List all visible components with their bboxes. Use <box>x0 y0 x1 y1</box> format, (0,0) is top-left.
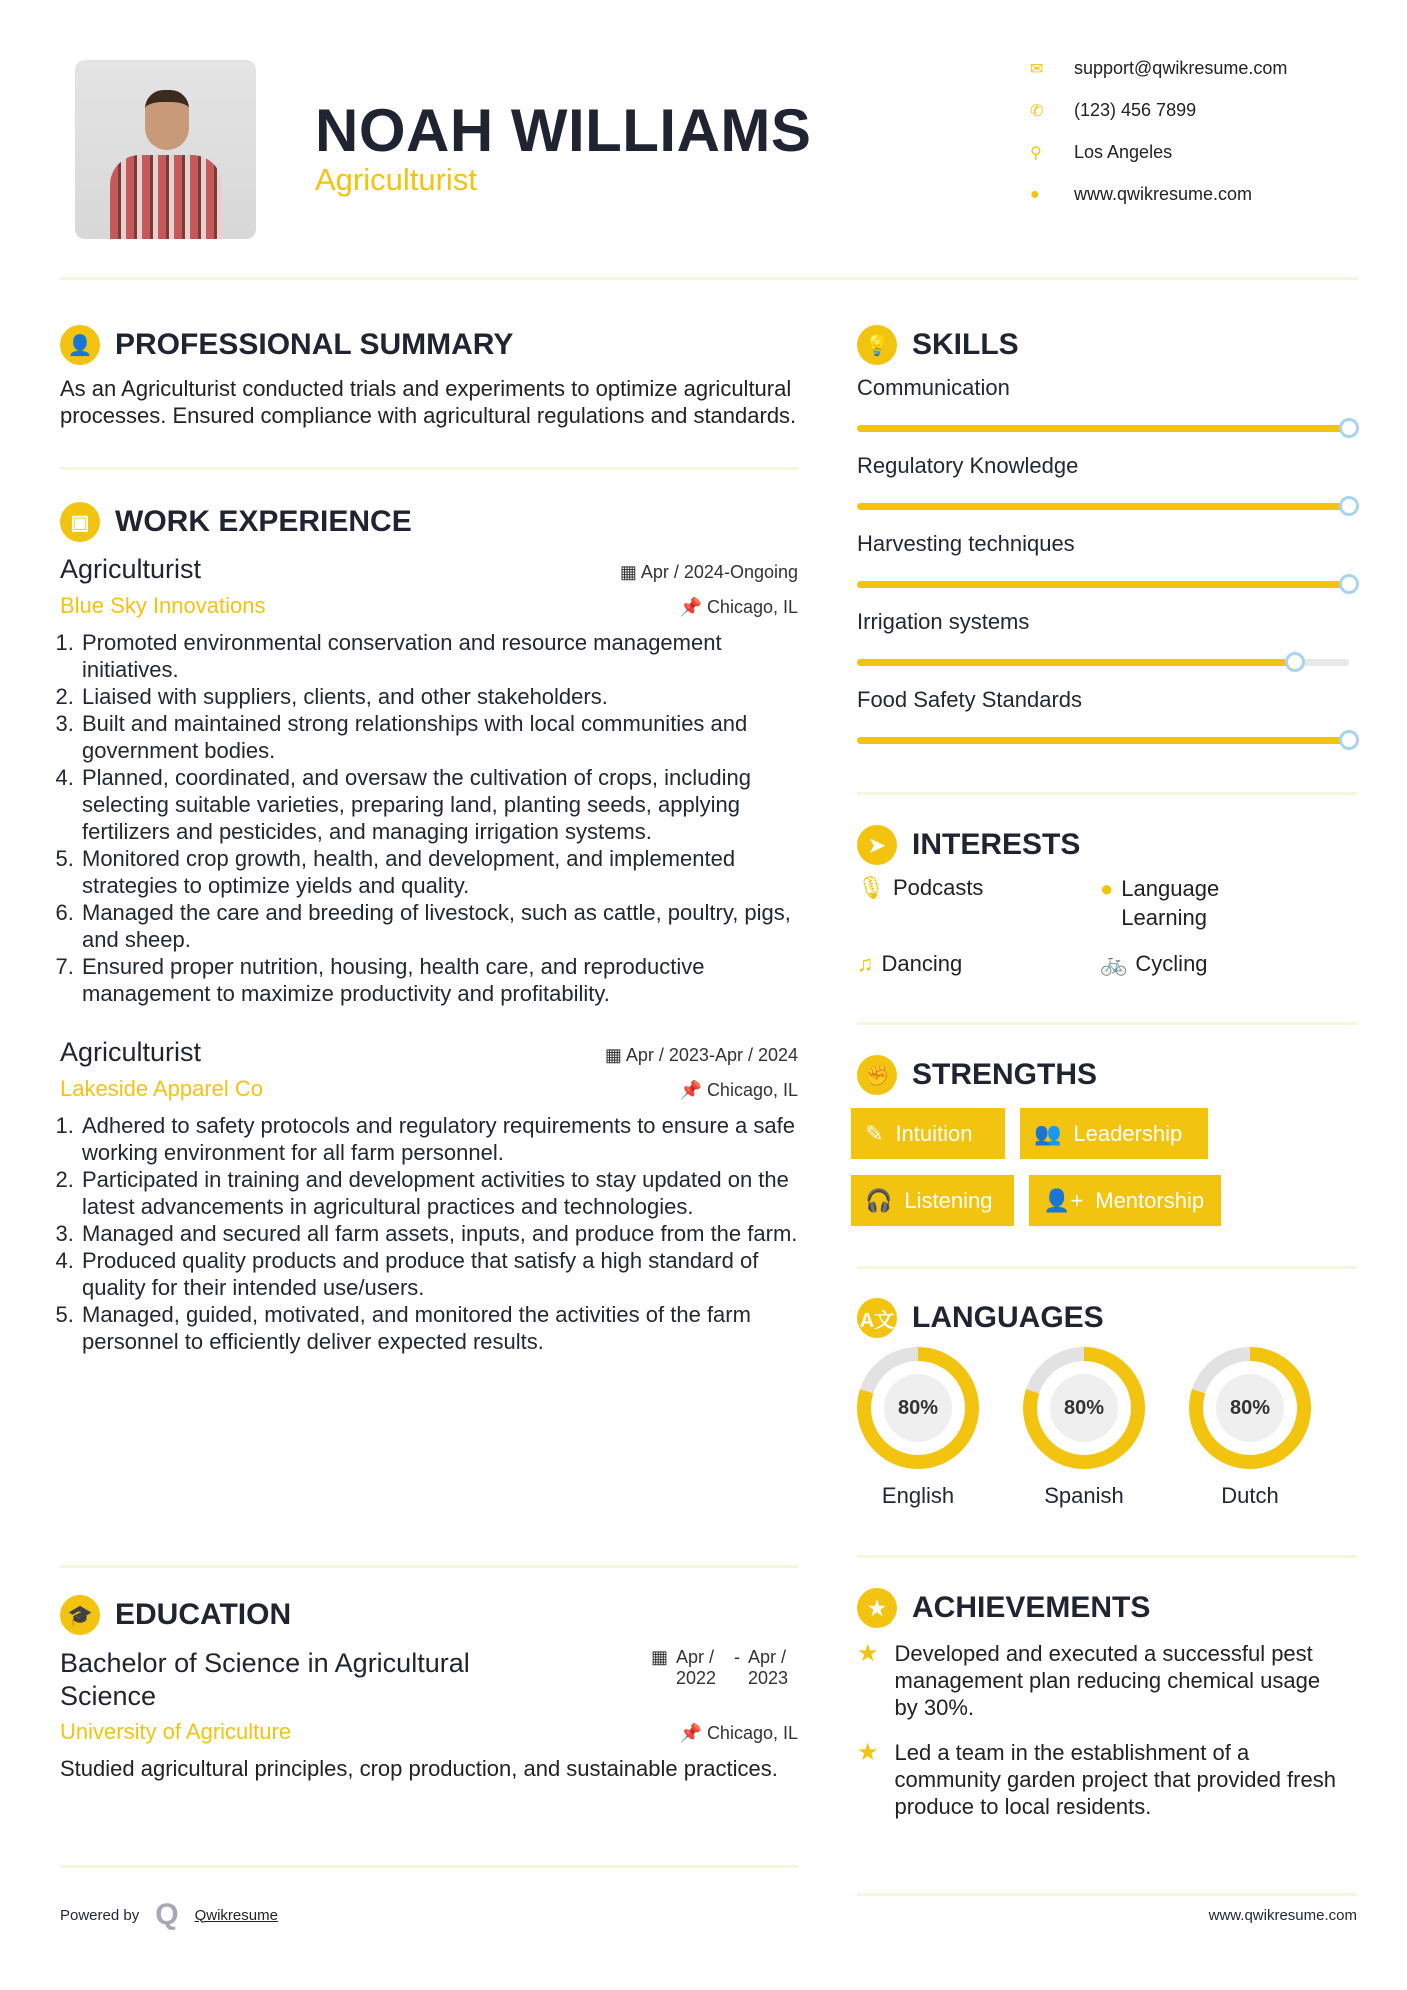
interest-item <box>1100 950 1300 977</box>
candidate-title: Agriculturist <box>315 162 477 197</box>
pushpin-icon: 📌 <box>679 1723 707 1743</box>
skill-fill <box>857 425 1349 432</box>
job-duties <box>60 1112 798 1355</box>
language-name: English <box>881 1483 955 1508</box>
skill-knob <box>1285 652 1305 672</box>
strength-label: Leadership <box>1073 1120 1183 1146</box>
achievement-text: Developed and executed a successful pest management plan reducing chemical usage by 30%. <box>894 1641 1321 1720</box>
location-text: Chicago, IL <box>706 597 798 617</box>
interest-label: Language Learning <box>1121 876 1220 930</box>
languages-heading <box>857 1298 1104 1338</box>
date-text: Apr / 2023-Apr / 2024 <box>625 1045 798 1065</box>
skill-item <box>857 453 1357 510</box>
divider <box>857 1022 1357 1025</box>
skill-knob <box>1339 574 1359 594</box>
strength-label: Listening <box>904 1187 993 1213</box>
calendar-icon: ▦ <box>619 562 641 582</box>
skill-item <box>857 609 1357 666</box>
skill-knob <box>1339 730 1359 750</box>
start-date: Apr / 2022 <box>676 1647 717 1688</box>
duty-item: 1. Adhered to safety protocols and regulatory requirements to ensure a safe working environment for all farm personnel. <box>80 1112 798 1166</box>
skill-name: Harvesting techniques <box>857 531 1075 556</box>
job-date <box>605 1045 798 1066</box>
skill-item <box>857 531 1357 588</box>
skill-bar <box>857 503 1349 510</box>
summary-heading <box>60 325 798 365</box>
skill-bar <box>857 581 1349 588</box>
calendar-icon: ▦ <box>604 1045 626 1065</box>
experience-heading <box>60 502 798 542</box>
education-heading <box>60 1595 798 1635</box>
footer-website[interactable]: www.qwikresume.com <box>1208 1907 1357 1924</box>
skill-fill <box>857 581 1349 588</box>
language-ring <box>1189 1347 1311 1469</box>
divider <box>60 1565 798 1568</box>
language-percent: 80% <box>1050 1374 1118 1442</box>
achievement-item <box>857 1640 1337 1721</box>
contact-phone <box>1030 100 1196 121</box>
skill-bar <box>857 659 1349 666</box>
heading-text: SKILLS <box>912 328 1019 361</box>
location-text: Chicago, IL <box>706 1723 798 1743</box>
job-location <box>680 597 798 618</box>
skill-bar <box>857 425 1349 432</box>
star-badge-icon: ★ <box>857 1588 897 1628</box>
job-location <box>680 1080 798 1101</box>
divider <box>60 467 798 470</box>
achievement-text: Led a team in the establishment of a community garden project that provided fresh produce to local residents. <box>894 1740 1336 1819</box>
company-name: Blue Sky Innovations <box>60 593 266 618</box>
education-date <box>651 1647 798 1713</box>
date-separator: - <box>734 1647 740 1667</box>
contact-text: Los Angeles <box>1074 142 1173 162</box>
interest-item <box>857 874 1107 901</box>
fist-icon: ✊ <box>857 1055 897 1095</box>
contact-email[interactable] <box>1030 58 1287 79</box>
divider <box>60 1865 798 1868</box>
contact-text: (123) 456 7899 <box>1074 100 1197 120</box>
user-plus-icon: 👤+ <box>1043 1187 1084 1213</box>
company-name: Lakeside Apparel Co <box>60 1076 264 1101</box>
interests-heading <box>857 825 1080 865</box>
language-percent: 80% <box>1216 1374 1284 1442</box>
envelope-icon: ✉ <box>1030 60 1044 78</box>
skill-item <box>857 687 1357 744</box>
interest-item <box>1100 874 1270 932</box>
star-icon: ★ <box>857 1640 879 1667</box>
strength-label: Mentorship <box>1095 1187 1205 1213</box>
skills-heading <box>857 325 1019 365</box>
achievements-heading <box>857 1588 1150 1628</box>
skill-name: Communication <box>857 375 1010 400</box>
strength-tag <box>851 1175 1014 1226</box>
job-title: Agriculturist <box>60 1037 202 1067</box>
heading-text: EDUCATION <box>115 1598 292 1631</box>
duty-item: 3. Built and maintained strong relationships with local communities and government bodies. <box>80 710 798 764</box>
pushpin-icon: 📌 <box>679 597 707 617</box>
duty-item: 6. Managed the care and breeding of livestock, such as cattle, poultry, pigs, and sheep. <box>80 899 798 953</box>
skill-bar <box>857 737 1349 744</box>
skill-name: Food Safety Standards <box>857 687 1083 712</box>
contact-text: support@qwikresume.com <box>1074 58 1288 78</box>
graduate-icon: 🎓 <box>60 1595 100 1635</box>
heading-text: WORK EXPERIENCE <box>115 505 412 538</box>
interest-label: Cycling <box>1135 951 1208 976</box>
pushpin-icon: 📌 <box>679 1080 707 1100</box>
calendar-icon: ▦ <box>650 1647 668 1667</box>
skill-fill <box>857 503 1349 510</box>
contact-website[interactable] <box>1030 184 1252 205</box>
achievement-item <box>857 1739 1337 1820</box>
skill-fill <box>857 737 1349 744</box>
heading-text: ACHIEVEMENTS <box>912 1591 1151 1624</box>
job-entry <box>60 1037 798 1355</box>
footer-powered <box>60 1898 278 1932</box>
duty-item: 3. Managed and secured all farm assets, inputs, and produce from the farm. <box>80 1220 798 1247</box>
duty-item: 2. Participated in training and development activities to stay updated on the latest advancements in agricultural practices and technologies. <box>80 1166 798 1220</box>
users-icon: 👥 <box>1034 1120 1062 1146</box>
map-pin-icon: ⚲ <box>1030 144 1042 162</box>
language-name: Spanish <box>1044 1483 1124 1508</box>
skill-fill <box>857 659 1295 666</box>
location-text: Chicago, IL <box>706 1080 798 1100</box>
candidate-name: NOAH WILLIAMS <box>315 97 812 164</box>
language-ring <box>857 1347 979 1469</box>
education-location <box>680 1723 798 1744</box>
skill-name: Irrigation systems <box>857 609 1030 634</box>
school-name: University of Agriculture <box>60 1719 292 1744</box>
job-title: Agriculturist <box>60 554 202 584</box>
star-icon: ★ <box>857 1739 879 1766</box>
divider <box>857 1893 1357 1896</box>
microphone-icon: 🎙 <box>857 875 885 900</box>
language-name: Dutch <box>1221 1483 1279 1508</box>
heading-text: LANGUAGES <box>912 1301 1104 1334</box>
qwikresume-logo-icon: Q <box>155 1898 179 1931</box>
duty-item: 2. Liaised with suppliers, clients, and other stakeholders. <box>80 683 798 710</box>
duty-item: 4. Produced quality products and produce that satisfy a high standard of quality for their intended use/users. <box>80 1247 798 1301</box>
education-section <box>60 1595 798 1782</box>
globe-icon: ● <box>1030 185 1040 203</box>
duty-item: 5. Monitored crop growth, health, and development, and implemented strategies to optimize yields and quality. <box>80 845 798 899</box>
left-column <box>60 325 798 1355</box>
language-ring <box>1023 1347 1145 1469</box>
strength-tag <box>1020 1108 1208 1159</box>
divider <box>857 1555 1357 1558</box>
heading-text: STRENGTHS <box>912 1058 1098 1091</box>
contact-location <box>1030 142 1172 163</box>
globe-icon: ● <box>1100 876 1114 901</box>
phone-icon: ✆ <box>1030 102 1044 120</box>
skill-knob <box>1339 496 1359 516</box>
degree-title: Bachelor of Science in Agricultural Science <box>60 1648 470 1711</box>
divider <box>857 792 1357 795</box>
language-percent: 80% <box>884 1374 952 1442</box>
end-date: Apr / 2023 <box>748 1647 789 1688</box>
education-description: Studied agricultural principles, crop production, and sustainable practices. <box>60 1756 778 1781</box>
heading-text: PROFESSIONAL SUMMARY <box>115 328 514 361</box>
strengths-heading <box>857 1055 1097 1095</box>
summary-text: As an Agriculturist conducted trials and experiments to optimize agricultural processes. Ensured compliance with agricultural regulations and standards. <box>60 376 797 428</box>
skill-item <box>857 375 1357 432</box>
duty-item: 7. Ensured proper nutrition, housing, health care, and reproductive management to maximize productivity and profitability. <box>80 953 798 1007</box>
briefcase-icon: ▣ <box>60 502 100 542</box>
interest-label: Podcasts <box>892 875 984 900</box>
interest-label: Dancing <box>881 951 963 976</box>
job-duties <box>60 629 798 1007</box>
heading-text: INTERESTS <box>912 828 1081 861</box>
job-entry <box>60 554 798 1007</box>
user-icon: 👤 <box>60 325 100 365</box>
divider <box>857 1266 1357 1269</box>
translate-icon: A文 <box>857 1298 897 1338</box>
profile-photo <box>75 60 256 239</box>
music-icon: ♫ <box>857 951 874 976</box>
contact-text: www.qwikresume.com <box>1074 184 1253 204</box>
brand-link[interactable]: Qwikresume <box>194 1906 278 1924</box>
date-text: Apr / 2024-Ongoing <box>640 562 798 582</box>
strength-tag <box>851 1108 1005 1159</box>
magic-wand-icon: ✎ <box>865 1120 884 1146</box>
divider <box>60 277 1358 280</box>
skill-knob <box>1339 418 1359 438</box>
interest-item <box>857 950 1107 977</box>
lightbulb-icon: 💡 <box>857 325 897 365</box>
headphones-icon: 🎧 <box>865 1187 893 1213</box>
duty-item: 5. Managed, guided, motivated, and monitored the activities of the farm personnel to efficiently deliver expected results. <box>80 1301 798 1355</box>
duty-item: 4. Planned, coordinated, and oversaw the cultivation of crops, including selecting suitable varieties, preparing land, planting seeds, applying fertilizers and pesticides, and managing irrigation systems. <box>80 764 798 845</box>
job-date <box>620 562 798 583</box>
duty-item: 1. Promoted environmental conservation and resource management initiatives. <box>80 629 798 683</box>
skill-name: Regulatory Knowledge <box>857 453 1079 478</box>
paper-plane-icon: ➤ <box>857 825 897 865</box>
powered-by-text: Powered by <box>60 1906 140 1924</box>
strength-tag <box>1029 1175 1221 1226</box>
bicycle-icon: 🚲 <box>1100 951 1128 976</box>
strength-label: Intuition <box>895 1120 973 1146</box>
